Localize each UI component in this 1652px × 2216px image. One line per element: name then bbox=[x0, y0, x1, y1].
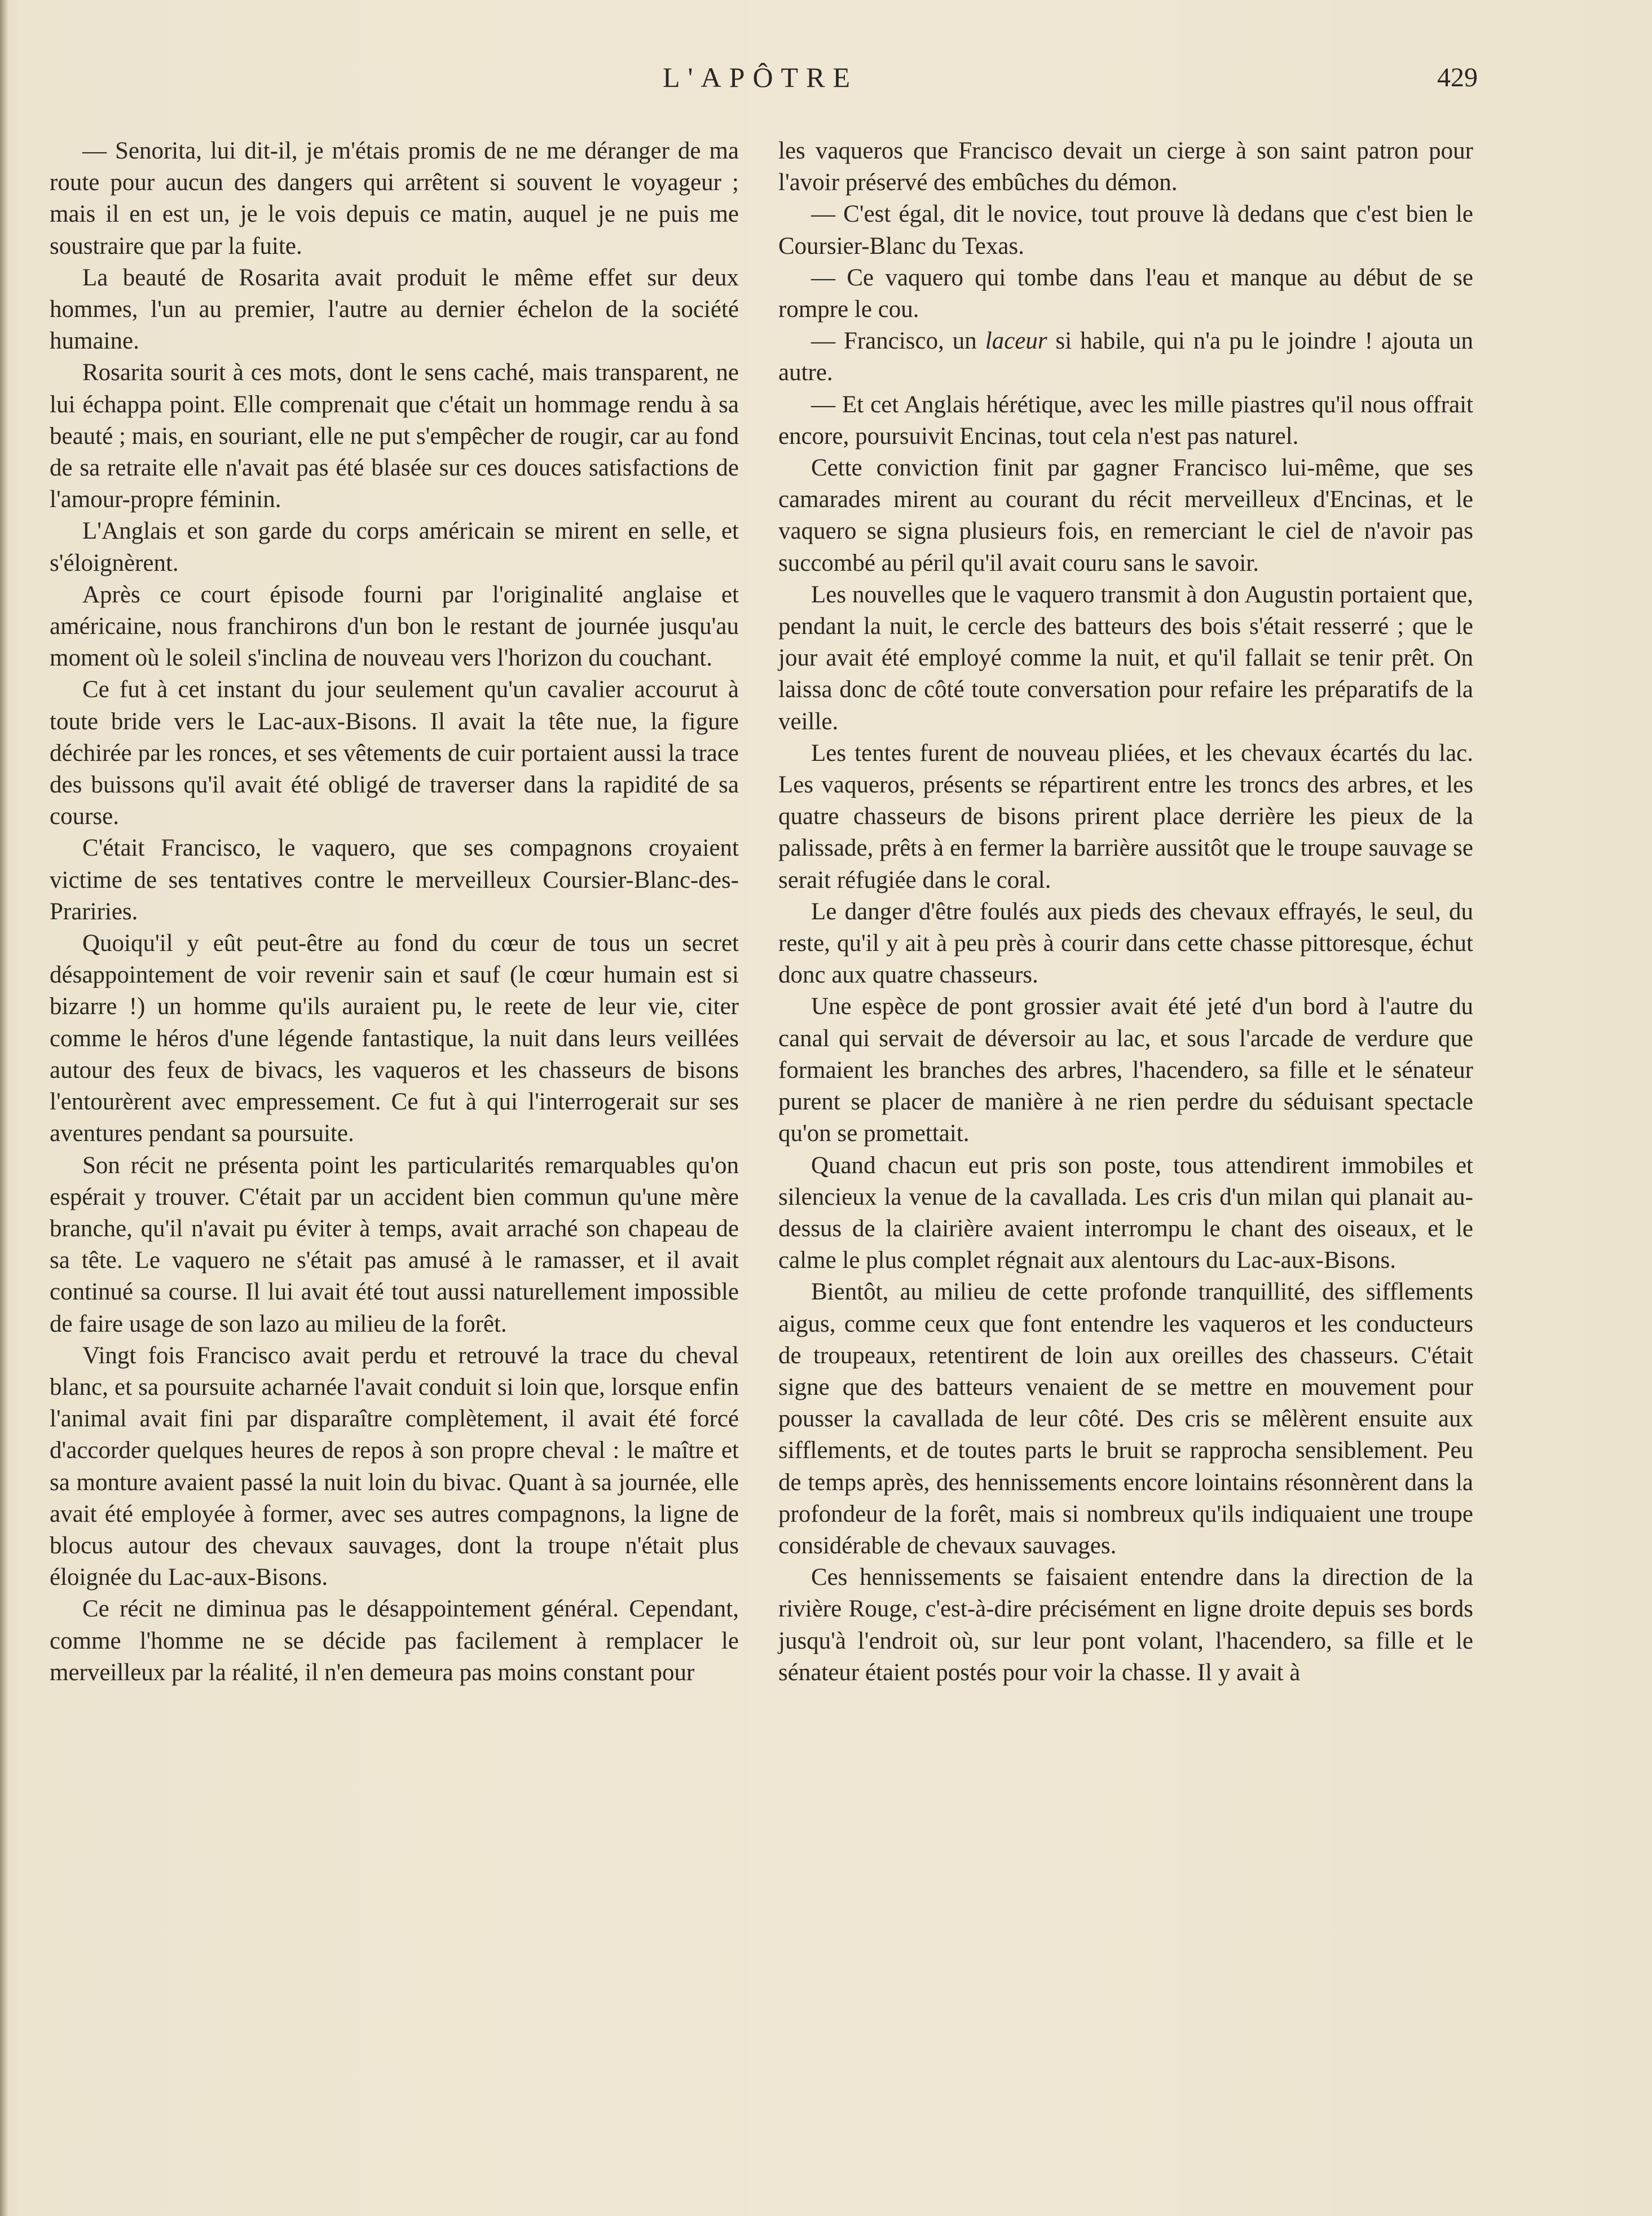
paragraph: C'était Francisco, le vaquero, que ses compagnons croyaient victime de ses tentatives contre le merveilleux Coursier-Blanc-des-Prariries. bbox=[50, 835, 739, 925]
paragraph: La beauté de Rosarita avait produit le même effet sur deux hommes, l'un au premier, l'autre au dernier échelon de la société humaine. bbox=[50, 264, 739, 355]
italic-word: laceur bbox=[985, 328, 1047, 355]
paragraph: Quand chacun eut pris son poste, tous attendirent immobiles et silencieux la venue de la cavallada. Les cris d'un milan qui planait au-dessus de la clairière avaient interrompu le chant des oiseaux, et le calme le plus complet régnait aux alentours du Lac-aux-Bisons. bbox=[778, 1152, 1473, 1274]
paragraph bbox=[778, 325, 1473, 389]
text-run: — Francisco, un bbox=[811, 328, 985, 355]
running-head bbox=[0, 61, 1652, 100]
page-number: 429 bbox=[1437, 63, 1478, 92]
paragraph: Ces hennissements se faisaient entendre dans la direction de la rivière Rouge, c'est-à-dire précisément en ligne droite depuis ses bords jusqu'à l'endroit où, sur leur pont volant, l'hacendero, sa fille et le sénateur étaient postés pour voir la chasse. Il y avait à bbox=[778, 1564, 1473, 1686]
paragraph-continued: les vaqueros que Francisco devait un cierge à son saint patron pour l'avoir préservé des embûches du démon. bbox=[778, 138, 1473, 196]
paragraph: Rosarita sourit à ces mots, dont le sens caché, mais transparent, ne lui échappa point. Elle comprenait que c'était un hommage rendu à sa beauté ; mais, en souriant, elle ne put s'empêcher de rougir, car au fond de sa retraite elle n'avait pas été blasée sur ces douces satisfactions de l'amour-propre féminin. bbox=[50, 359, 739, 513]
paragraph: — Senorita, lui dit-il, je m'étais promis de ne me déranger de ma route pour aucun des dangers qui arrêtent si souvent le voyageur ; mais il en est un, je le vois depuis ce matin, auquel je ne puis me soustraire que par la fuite. bbox=[50, 138, 739, 259]
paragraph: — C'est égal, dit le novice, tout prouve là dedans que c'est bien le Coursier-Blanc du Texas. bbox=[778, 201, 1473, 259]
paragraph: Cette conviction finit par gagner Francisco lui-même, que ses camarades mirent au courant du récit merveilleux d'Encinas, et le vaquero se signa plusieurs fois, en remerciant le ciel de n'avoir pas succombé au péril qu'il avait couru sans le savoir. bbox=[778, 455, 1473, 576]
paragraph: Ce fut à cet instant du jour seulement qu'un cavalier accourut à toute bride vers le Lac-aux-Bisons. Il avait la tête nue, la figure déchirée par les ronces, et ses vêtements de cuir portaient aussi la trace des buissons qu'il avait été obligé de traverser dans la rapidité de sa course. bbox=[50, 676, 739, 830]
paragraph: — Et cet Anglais hérétique, avec les mille piastres qu'il nous offrait encore, poursuivit Encinas, tout cela n'est pas naturel. bbox=[778, 391, 1473, 450]
paragraph: L'Anglais et son garde du corps américain se mirent en selle, et s'éloignèrent. bbox=[50, 518, 739, 576]
text-run: si habile, qui n'a pu le joindre ! ajouta un autre. bbox=[778, 328, 1473, 386]
paragraph: Après ce court épisode fourni par l'originalité anglaise et américaine, nous franchirons d'un bon le restant de journée jusqu'au moment où le soleil s'inclina de nouveau vers l'horizon du couchant. bbox=[50, 581, 739, 672]
paragraph: Une espèce de pont grossier avait été jeté d'un bord à l'autre du canal qui servait de déversoir au lac, et sous l'arcade de verdure que formaient les branches des arbres, l'hacendero, sa fille et le sénateur purent se placer de manière à ne rien perdre du séduisant spectacle qu'on se promettait. bbox=[778, 993, 1473, 1147]
paragraph: Bientôt, au milieu de cette profonde tranquillité, des sifflements aigus, comme ceux que font entendre les vaqueros et les conducteurs de troupeaux, retentirent de loin aux oreilles des chasseurs. C'était signe que des batteurs venaient de se mettre en mouvement pour pousser la cavallada de leur côté. Des cris se mêlèrent ensuite aux sifflements, et de toutes parts le bruit se rapprocha sensiblement. Peu de temps après, des hennissements encore lointains résonnèrent dans la profondeur de la forêt, mais si nombreux qu'ils indiquaient une troupe considérable de chevaux sauvages. bbox=[778, 1279, 1473, 1559]
paragraph: Vingt fois Francisco avait perdu et retrouvé la trace du cheval blanc, et sa poursuite acharnée l'avait conduit si loin que, lorsque enfin l'animal avait fini par disparaître complètement, il avait été forcé d'accorder quelques heures de repos à son propre cheval : le maître et sa monture avaient passé la nuit loin du bivac. Quant à sa journée, elle avait été employée à former, avec ses autres compagnons, la ligne de blocus autour des chevaux sauvages, dont la troupe n'était plus éloignée du Lac-aux-Bisons. bbox=[50, 1342, 739, 1591]
paragraph: Quoiqu'il y eût peut-être au fond du cœur de tous un secret désappointement de voir revenir sain et sauf (le cœur humain est si bizarre !) un homme qu'ils auraient pu, le reete de leur vie, citer comme le héros d'une légende fantastique, la nuit dans leurs veillées autour des feux de bivacs, les vaqueros et les chasseurs de bisons l'entourèrent avec empressement. Ce fut à qui l'interrogerait sur ses aventures pendant sa poursuite. bbox=[50, 930, 739, 1147]
paragraph: Ce récit ne diminua pas le désappointement général. Cependant, comme l'homme ne se décide pas facilement à remplacer le merveilleux par la réalité, il n'en demeura pas moins constant pour bbox=[50, 1596, 739, 1686]
paragraph: Les nouvelles que le vaquero transmit à don Augustin portaient que, pendant la nuit, le cercle des batteurs des bois s'était resserré ; que le jour avait été employé comme la nuit, et qu'il fallait se tenir prêt. On laissa donc de côté toute conversation pour refaire les préparatifs de la veille. bbox=[778, 581, 1473, 735]
paragraph: Le danger d'être foulés aux pieds des chevaux effrayés, le seul, du reste, qu'il y ait à peu près à courir dans cette chasse pittoresque, échut donc aux quatre chasseurs. bbox=[778, 898, 1473, 989]
running-title: L'APÔTRE bbox=[662, 61, 858, 93]
paragraph: Les tentes furent de nouveau pliées, et les chevaux écartés du lac. Les vaqueros, présents se répartirent entre les troncs des arbres, et les quatre chasseurs de bisons prirent place derrière les pieux de la palissade, prêts à en fermer la barrière aussitôt que le troupe sauvage se serait réfugiée dans le coral. bbox=[778, 739, 1473, 893]
right-column bbox=[778, 135, 1473, 1689]
paragraph: — Ce vaquero qui tombe dans l'eau et manque au début de se rompre le cou. bbox=[778, 264, 1473, 323]
left-column bbox=[50, 135, 739, 1689]
paragraph: Son récit ne présenta point les particularités remarquables qu'on espérait y trouver. C'était par un accident bien commun qu'une mère branche, qu'il n'avait pu éviter à temps, avait arraché son chapeau de sa tête. Le vaquero ne s'était pas amusé à le ramasser, et il avait continué sa course. Il lui avait été tout aussi naturellement impossible de faire usage de son lazo au milieu de la forêt. bbox=[50, 1152, 739, 1337]
binding-edge bbox=[0, 0, 8, 2216]
